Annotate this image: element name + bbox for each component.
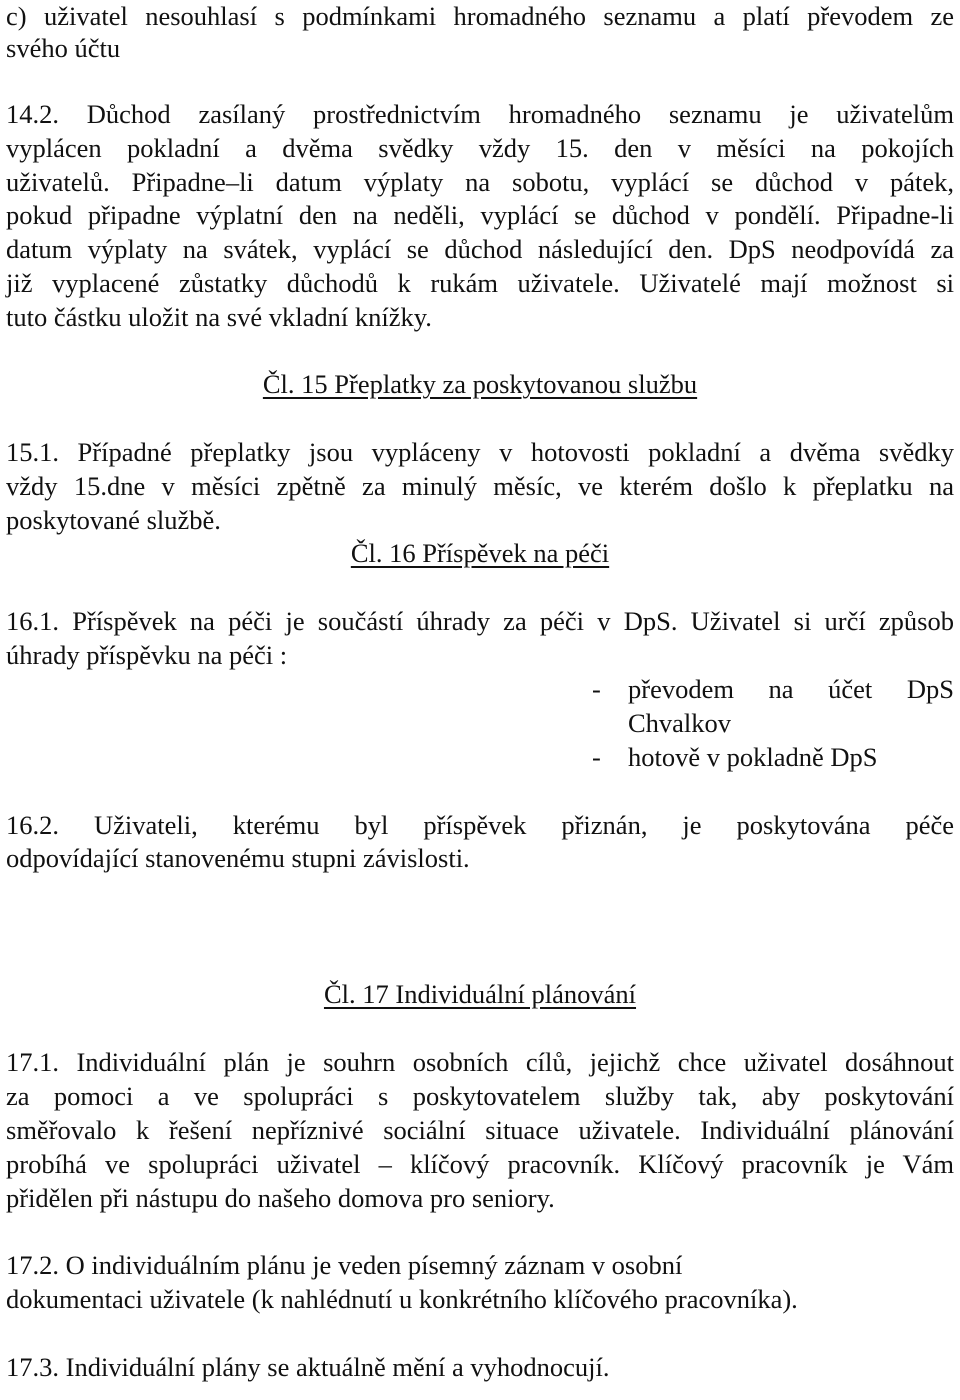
list-bullet: - — [592, 674, 601, 704]
section-heading: Čl. 17 Individuální plánování — [323, 979, 637, 1009]
paragraph-line: již vyplacené zůstatky důchodů k rukám uživatele. Uživatelé mají možnost si — [6, 268, 954, 298]
paragraph-line: vždy 15.dne v měsíci zpětně za minulý měsíc, ve kterém došlo k přeplatku na — [6, 471, 954, 501]
paragraph-line: svého účtu — [6, 33, 121, 63]
paragraph-line: 16.2. Uživateli, kterému byl příspěvek přiznán, je poskytována péče — [6, 810, 954, 840]
paragraph-line: dokumentaci uživatele (k nahlédnutí u konkrétního klíčového pracovníka). — [6, 1284, 798, 1314]
paragraph-line: 17.1. Individuální plán je souhrn osobních cílů, jejichž chce uživatel dosáhnout — [6, 1047, 954, 1077]
paragraph-line: směřovalo k řešení nepříznivé sociální situace uživatele. Individuální plánování — [6, 1115, 954, 1145]
list-item — [592, 741, 878, 773]
section-heading: Čl. 15 Přeplatky za poskytovanou službu — [262, 369, 698, 399]
paragraph-line: odpovídající stanovenému stupni závislosti. — [6, 843, 470, 873]
list-item-text: převodem na účet DpS — [628, 674, 954, 704]
paragraph-line: za pomoci a ve spolupráci s poskytovatelem služby tak, aby poskytování — [6, 1081, 954, 1111]
paragraph-line: 17.2. O individuálním plánu je veden písemný záznam v osobní — [6, 1250, 683, 1280]
paragraph-line: c) uživatel nesouhlasí s podmínkami hromadného seznamu a platí převodem ze — [6, 1, 954, 31]
list-item — [592, 673, 954, 705]
paragraph-line: vyplácen pokladní a dvěma svědky vždy 15. den v měsíci na pokojích — [6, 133, 954, 163]
paragraph-line: úhrady příspěvku na péči : — [6, 640, 288, 670]
paragraph-line: uživatelů. Připadne–li datum výplaty na sobotu, vyplácí se důchod v pátek, — [6, 167, 954, 197]
paragraph-line: přidělen při nástupu do našeho domova pro seniory. — [6, 1183, 555, 1213]
paragraph-line: pokud připadne výplatní den na neděli, vyplácí se důchod v pondělí. Připadne-li — [6, 200, 954, 230]
list-item-continuation: Chvalkov — [628, 708, 732, 738]
paragraph-line: tuto částku uložit na své vkladní knížky. — [6, 302, 432, 332]
list-bullet: - — [592, 742, 601, 772]
paragraph-line: 16.1. Příspěvek na péči je součástí úhrady za péči v DpS. Uživatel si určí způsob — [6, 606, 954, 636]
paragraph-line: 17.3. Individuální plány se aktuálně mění a vyhodnocují. — [6, 1352, 610, 1382]
paragraph-line: datum výplaty na svátek, vyplácí se důchod následující den. DpS neodpovídá za — [6, 234, 954, 264]
paragraph-line: poskytované službě. — [6, 505, 221, 535]
list-item-text: hotově v pokladně DpS — [628, 742, 878, 772]
paragraph-line: probíhá ve spolupráci uživatel – klíčový pracovník. Klíčový pracovník je Vám — [6, 1149, 954, 1179]
paragraph-line: 15.1. Případné přeplatky jsou vypláceny v hotovosti pokladní a dvěma svědky — [6, 437, 954, 467]
section-heading: Čl. 16 Příspěvek na péči — [350, 538, 610, 568]
paragraph-line: 14.2. Důchod zasílaný prostřednictvím hromadného seznamu je uživatelům — [6, 99, 954, 129]
